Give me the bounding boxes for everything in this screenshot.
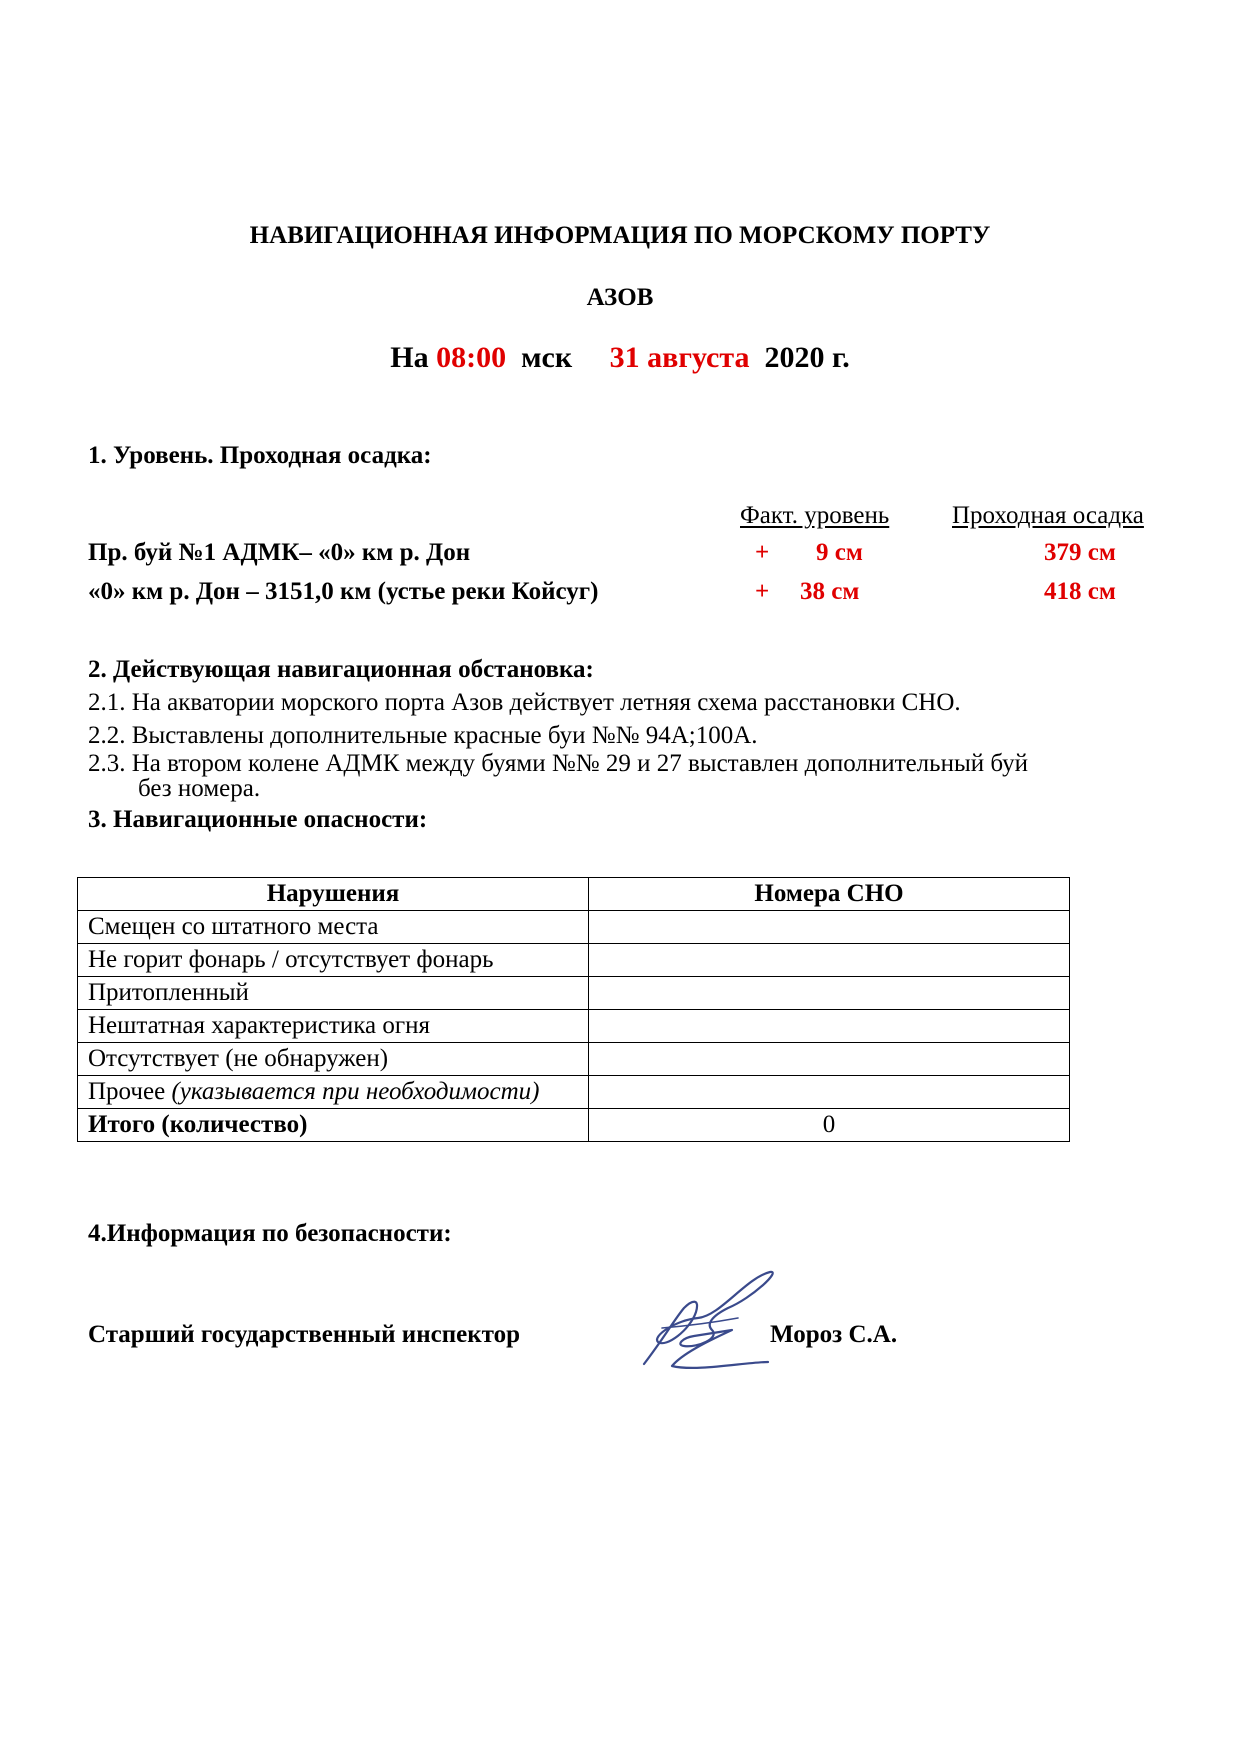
violation-label: Притопленный	[78, 977, 589, 1010]
list-item-text: На акватории морского порта Азов действует летняя схема расстановки СНО.	[131, 689, 961, 716]
port-name: АЗОВ	[586, 284, 654, 311]
other-label: Прочее	[88, 1078, 166, 1105]
sno-numbers-cell	[589, 944, 1070, 977]
list-item	[88, 722, 758, 750]
hazards-table	[77, 877, 1070, 1142]
list-item-text: На втором колене АДМК между буями №№ 29 и 27 выставлен дополнительный буй	[131, 750, 1029, 777]
list-item-text: Выставлены дополнительные красные буи №№ 94А;100А.	[131, 722, 758, 749]
violation-label: Не горит фонарь / отсутствует фонарь	[78, 944, 589, 977]
level-row-draft: 418 см	[1044, 578, 1116, 605]
level-row-sign: +	[755, 539, 770, 566]
table-row	[78, 977, 1070, 1010]
sno-numbers-cell	[589, 977, 1070, 1010]
column-fact-level: Факт. уровень	[740, 502, 890, 529]
signer-position: Старший государственный инспектор	[88, 1321, 520, 1348]
document-title: НАВИГАЦИОННАЯ ИНФОРМАЦИЯ ПО МОРСКОМУ ПОРТУ	[249, 222, 991, 249]
sno-numbers-cell	[589, 1010, 1070, 1043]
sno-numbers-cell	[589, 1043, 1070, 1076]
table-header-row	[78, 878, 1070, 911]
report-datetime	[0, 341, 1240, 375]
date-prefix: На	[390, 341, 429, 374]
column-sno-numbers: Номера СНО	[589, 878, 1070, 911]
other-note: (указывается при необходимости)	[171, 1078, 540, 1105]
signature-image	[636, 1268, 786, 1378]
section-1-heading: 1. Уровень. Проходная осадка:	[88, 442, 432, 469]
section-4-heading: 4.Информация по безопасности:	[88, 1220, 452, 1247]
time-suffix: мск	[521, 341, 573, 374]
violation-label: Нештатная характеристика огня	[78, 1010, 589, 1043]
table-row	[78, 1076, 1070, 1109]
sno-numbers-cell	[589, 1076, 1070, 1109]
total-value: 0	[589, 1109, 1070, 1142]
table-row	[78, 944, 1070, 977]
section-2-heading: 2. Действующая навигационная обстановка:	[88, 656, 594, 683]
report-date: 31 августа	[609, 341, 750, 374]
list-item	[88, 750, 1028, 778]
sno-numbers-cell	[589, 911, 1070, 944]
violation-label: Отсутствует (не обнаружен)	[78, 1043, 589, 1076]
level-row-value: 38 см	[800, 578, 860, 605]
list-item-number: 2.3.	[88, 750, 126, 777]
total-label: Итого (количество)	[78, 1109, 589, 1142]
section-3-heading: 3. Навигационные опасности:	[88, 806, 428, 833]
level-row-label: Пр. буй №1 АДМК– «0» км р. Дон	[88, 539, 471, 566]
list-item	[88, 689, 961, 717]
list-item-number: 2.1.	[88, 689, 126, 716]
violation-label: Смещен со штатного места	[78, 911, 589, 944]
table-row	[78, 1043, 1070, 1076]
list-item-continuation: без номера.	[138, 775, 261, 802]
level-row-sign: +	[755, 578, 770, 605]
column-draft: Проходная осадка	[952, 502, 1144, 529]
report-year: 2020 г.	[764, 341, 850, 374]
table-row	[78, 911, 1070, 944]
table-total-row	[78, 1109, 1070, 1142]
level-row-value: 9 см	[816, 539, 863, 566]
column-violations: Нарушения	[78, 878, 589, 911]
list-item-number: 2.2.	[88, 722, 126, 749]
level-row-label: «0» км р. Дон – 3151,0 км (устье реки Койсуг)	[88, 578, 599, 605]
signer-name: Мороз С.А.	[770, 1321, 898, 1348]
violation-label-other	[78, 1076, 589, 1109]
report-time: 08:00	[436, 341, 507, 374]
table-row	[78, 1010, 1070, 1043]
level-row-draft: 379 см	[1044, 539, 1116, 566]
